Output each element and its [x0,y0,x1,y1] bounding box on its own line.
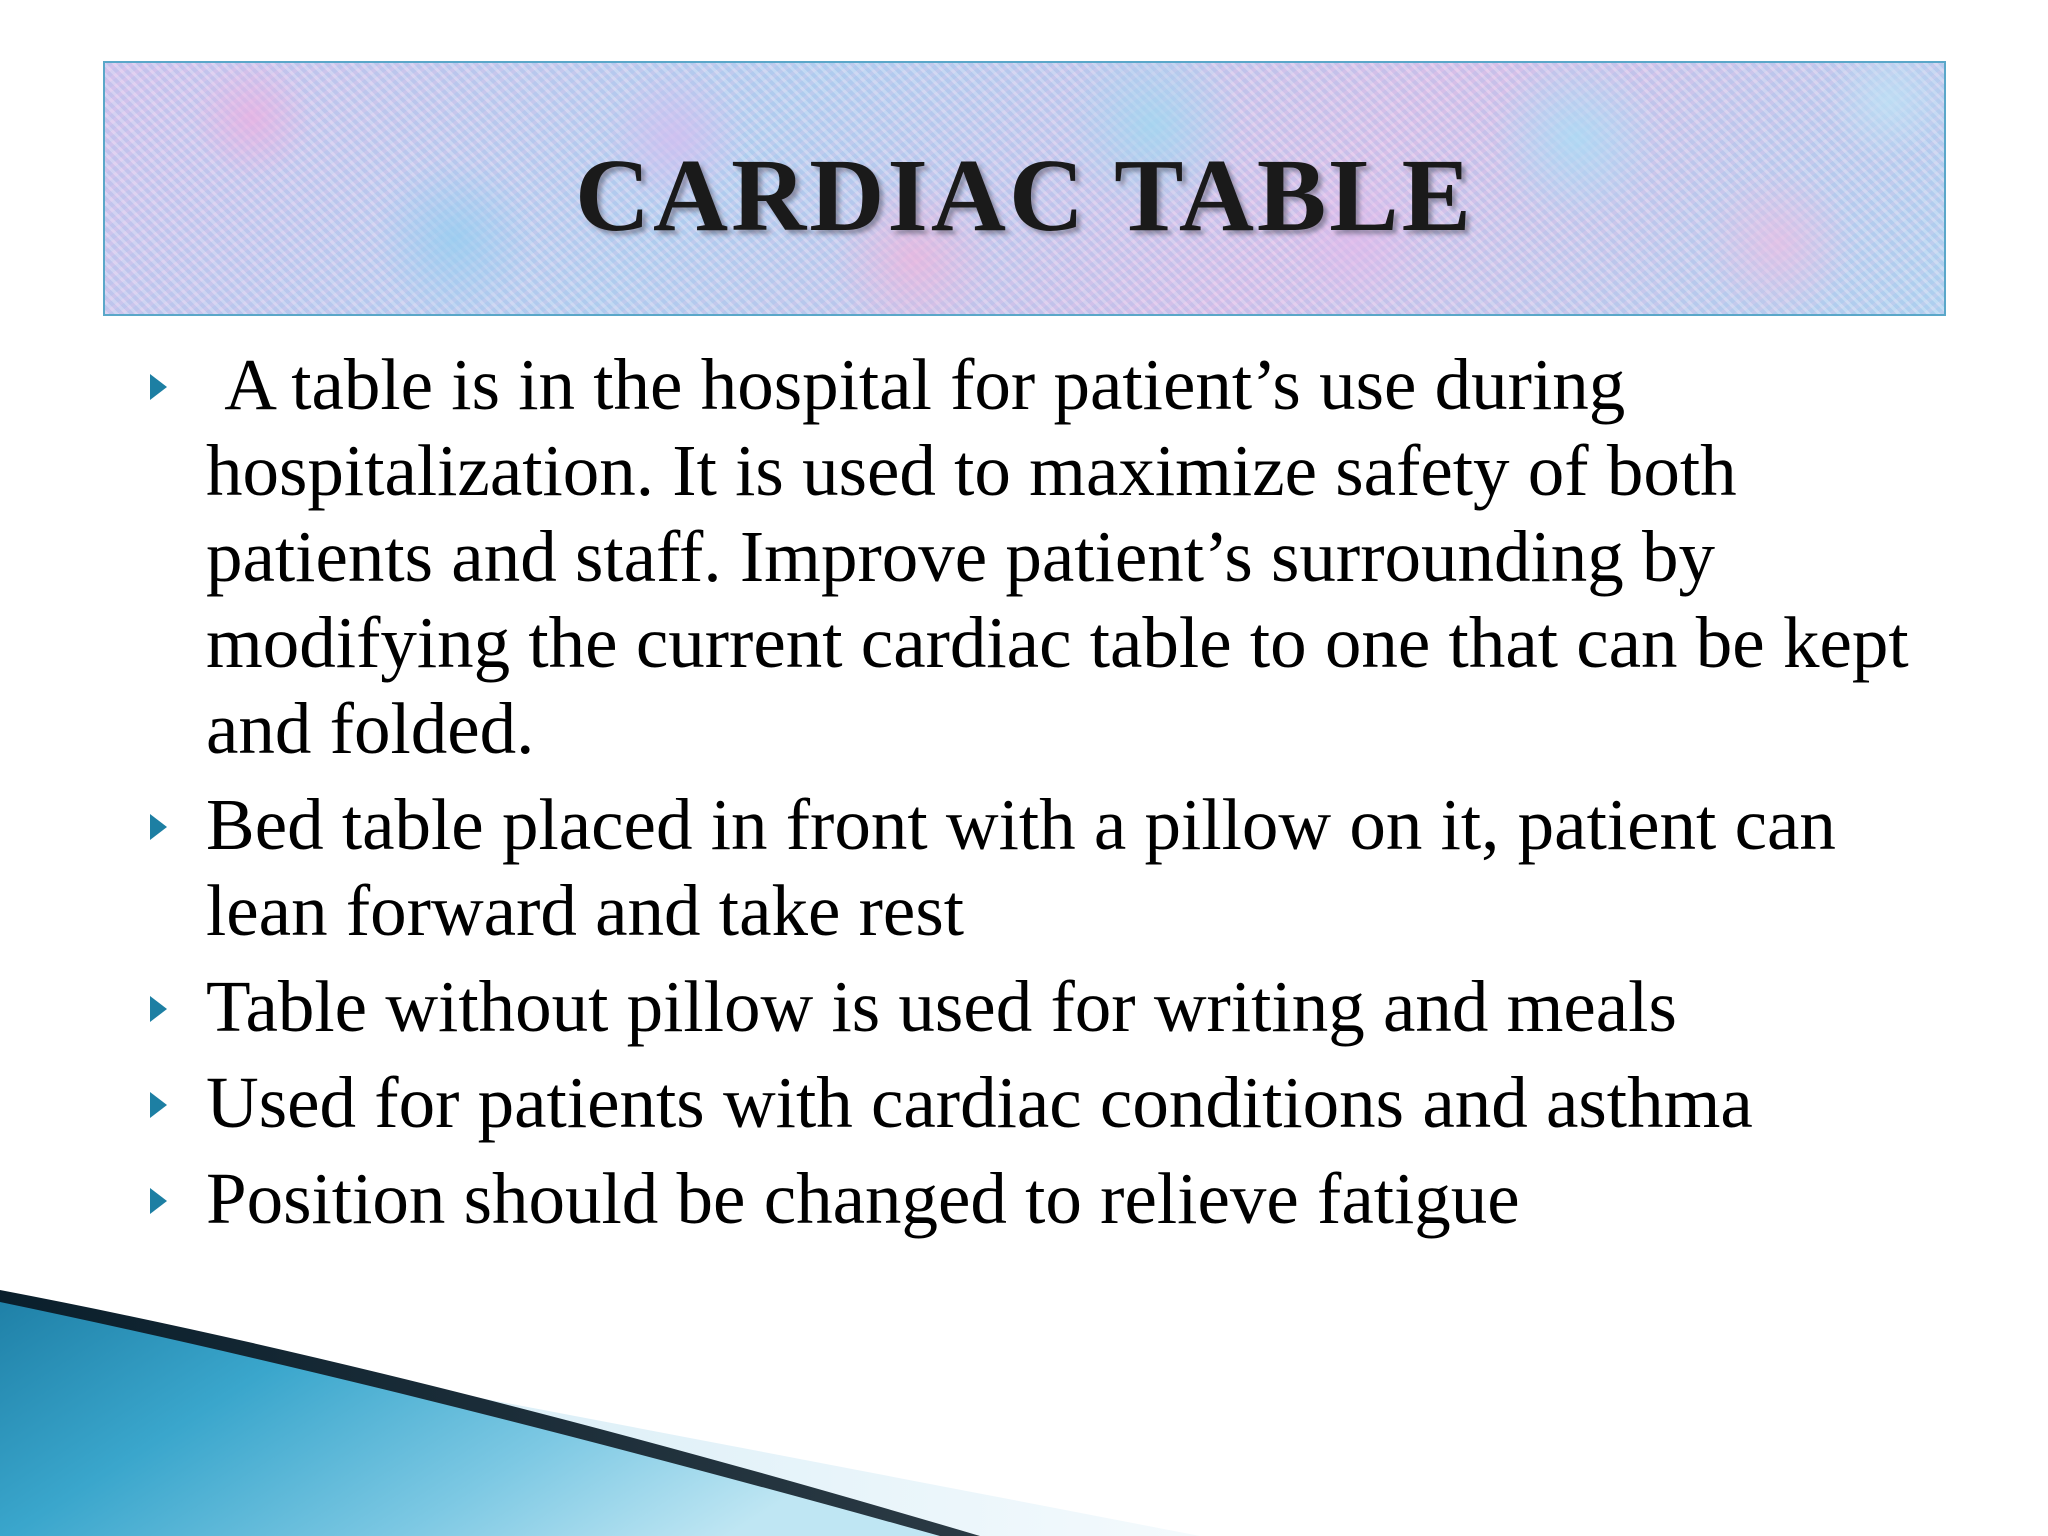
bullet-text: Position should be changed to relieve fatigue [206,1158,1520,1239]
bullet-text: Table without pillow is used for writing and meals [206,966,1677,1047]
slide-title: CARDIAC TABLE [574,138,1475,253]
bullet-text: Bed table placed in front with a pillow on it, patient can lean forward and take rest [206,784,1836,951]
bullet-text: Used for patients with cardiac conditions and asthma [206,1062,1753,1143]
bullet-text: A table is in the hospital for patient’s use during hospitalization. It is used to maximize safety of both patients and staff. Improve patient’s surrounding by modifying the current cardiac table to one that can be kept and folded. [206,344,1927,769]
